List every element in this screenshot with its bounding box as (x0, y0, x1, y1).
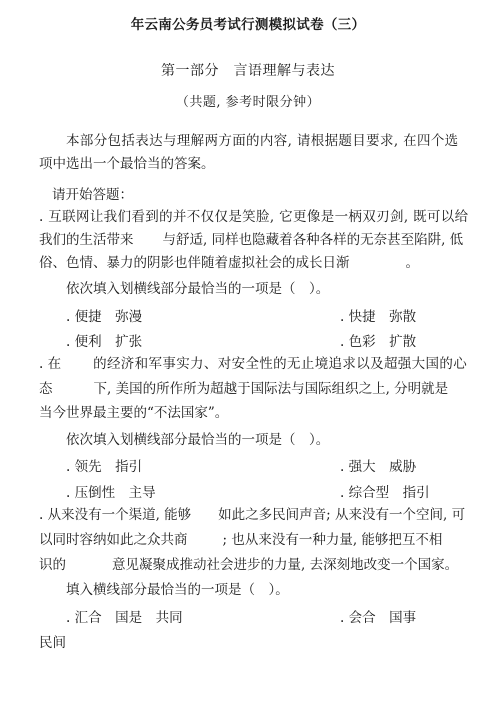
q3-stem-text: 以同时容纳如此之众共商 (39, 532, 188, 548)
q2-stem-line-1 (39, 354, 467, 374)
q2-stem-text: 的经济和军事实力、对安全性的无止境追求以及超强大国的心 (93, 356, 468, 372)
q1-option-a[interactable]: . 便捷 弥漫 (66, 309, 143, 325)
q3-stem-text: ; 也从来没有一种力量, 能够把互不相 (222, 532, 443, 548)
q3-stem-text: 识的 (39, 557, 66, 573)
q2-stem-line-3: 当今世界最主要的“不法国家”。 (39, 405, 229, 421)
q1-stem-line-2 (39, 230, 463, 250)
start-prompt: 请开始答题： (52, 187, 133, 203)
intro-line-1: 本部分包括表达与理解两方面的内容, 请根据题目要求, 在四个选 (66, 133, 459, 149)
q3-stem-text: . 从来没有一个渠道, 能够 (39, 507, 192, 523)
q3-stem-line-3 (39, 555, 458, 575)
section-heading: 第一部分 言语理解与表达 (161, 63, 335, 79)
q3-stem-line-1 (39, 505, 465, 525)
q3-stem-text: 如此之多民间声音; 从来没有一个空间, 可 (218, 507, 466, 523)
q1-stem-text: 俗、色情、暴力的阴影也伴随着虚拟社会的成长日渐 (39, 255, 350, 271)
q2-stem-line-2 (39, 379, 448, 399)
q1-prompt: 依次填入划横线部分最恰当的一项是（ ）。 (66, 281, 330, 297)
q1-stem-line-1: . 互联网让我们看到的并不仅仅是笑脸, 它更像是一柄双刃剑, 既可以给 (39, 209, 469, 225)
q1-stem-text: 。 (405, 255, 419, 271)
q1-option-c[interactable]: . 便利 扩张 (66, 334, 143, 350)
q2-option-b[interactable]: . 强大 威胁 (340, 459, 417, 475)
q2-stem-text: 态 (39, 381, 53, 397)
q3-stem-text: 意见凝聚成推动社会进步的力量, 去深刻地改变一个国家。 (112, 557, 459, 573)
q1-stem-text: 与舒适, 同样也隐藏着各种各样的无奈甚至陷阱, 低 (162, 232, 464, 248)
q3-option-b-wrap: 民间 (39, 635, 66, 651)
q2-stem-text: . 在 (39, 356, 62, 372)
q3-option-b[interactable]: . 会合 国事 (340, 610, 417, 626)
q3-option-a[interactable]: . 汇合 国是 共同 (66, 610, 183, 626)
q1-stem-text: 我们的生活带来 (39, 232, 134, 248)
q1-stem-line-3 (39, 253, 419, 273)
q2-prompt: 依次填入划横线部分最恰当的一项是（ ）。 (66, 432, 330, 448)
q1-option-b[interactable]: . 快捷 弥散 (340, 309, 417, 325)
q2-option-c[interactable]: . 压倒性 主导 (66, 485, 156, 501)
q1-option-d[interactable]: . 色彩 扩散 (340, 334, 417, 350)
q2-option-d[interactable]: . 综合型 指引 (340, 485, 430, 501)
section-note: （共题, 参考时限分钟） (175, 95, 321, 110)
q2-stem-text: 下, 美国的所作所为超越于国际法与国际组织之上, 分明就是 (93, 381, 449, 397)
q3-prompt: 填入横线部分最恰当的一项是（ ）。 (66, 582, 289, 598)
intro-line-2: 项中选出一个最恰当的答案。 (39, 156, 215, 172)
q3-stem-line-2 (39, 530, 442, 550)
exam-title: 年云南公务员考试行测模拟试卷（三） (130, 17, 366, 33)
q2-option-a[interactable]: . 领先 指引 (66, 459, 143, 475)
